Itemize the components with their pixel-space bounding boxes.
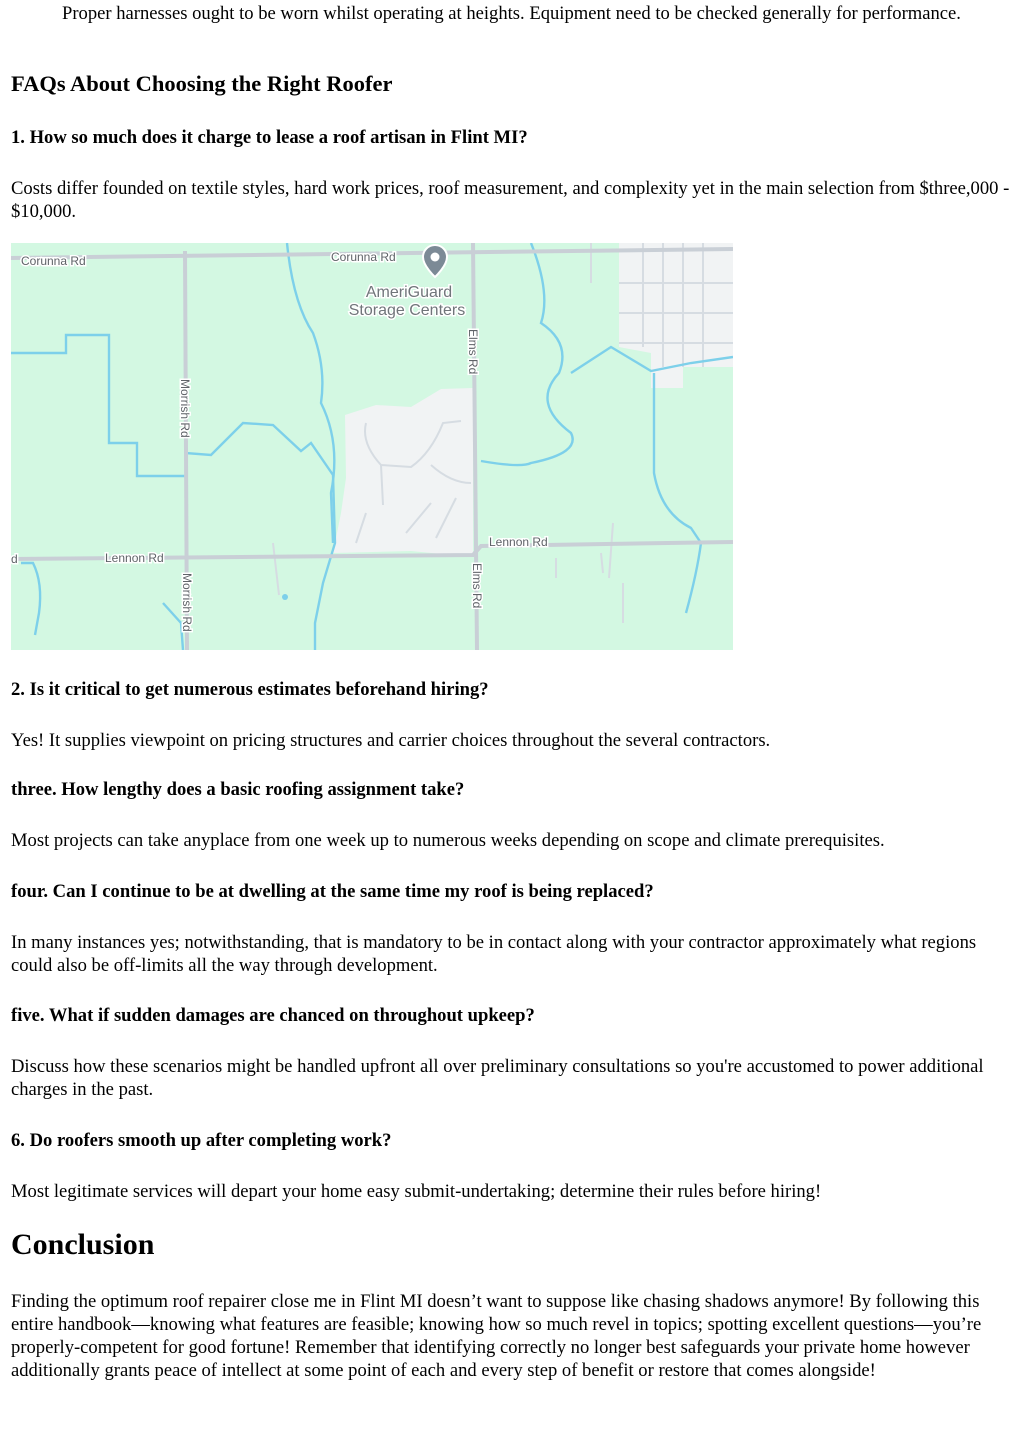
faq-answer-1: Costs differ founded on textile styles, hard work prices, roof measurement, and complexity yet in the main selection from $three,000 - $10,000. (11, 178, 1010, 222)
faq-answer-2: Yes! It supplies viewpoint on pricing structures and carrier choices throughout the several contractors. (11, 730, 771, 751)
map-place-name-line1: AmeriGuard (365, 284, 453, 301)
faq-question-4: four. Can I continue to be at dwelling at the same time my roof is being replaced? (11, 881, 654, 902)
map-label-corunna-center: Corunna Rd (331, 250, 396, 264)
faq-answer-5: Discuss how these scenarios might be handled upfront all over preliminary consultations so you're accustomed to power additional charges in the past. (11, 1056, 984, 1100)
faq-answer-6: Most legitimate services will depart your home easy submit-undertaking; determine their rules before hiring! (11, 1181, 822, 1202)
faq-question-2: 2. Is it critical to get numerous estimates beforehand hiring? (11, 679, 489, 700)
map-label-lennon-right: Lennon Rd (489, 535, 548, 549)
faq-question-5: five. What if sudden damages are chanced on throughout upkeep? (11, 1005, 535, 1026)
faq-heading: FAQs About Choosing the Right Roofer (11, 71, 393, 96)
intro-paragraph: Proper harnesses ought to be worn whilst operating at heights. Equipment need to be checked generally for performance. (62, 3, 961, 24)
map-label-lennon-left: Lennon Rd (105, 551, 164, 565)
map-label-morrish-upper: Morrish Rd (178, 379, 192, 438)
map-label-elms-lower: Elms Rd (470, 563, 484, 609)
map-label-corunna-left: Corunna Rd (21, 254, 86, 268)
map-urban-area (333, 388, 473, 557)
faq-question-1: 1. How so much does it charge to lease a roof artisan in Flint MI? (11, 127, 528, 148)
faq-answer-4: In many instances yes; notwithstanding, that is mandatory to be in contact along with your contractor approximately what regions could also be off-limits all the way through development. (11, 932, 977, 976)
faq-question-6: 6. Do roofers smooth up after completing work? (11, 1130, 392, 1151)
faq-question-3: three. How lengthy does a basic roofing assignment take? (11, 779, 465, 800)
faq-answer-3: Most projects can take anyplace from one week up to numerous weeks depending on scope and climate prerequisites. (11, 830, 885, 851)
map-label-elms-upper: Elms Rd (466, 329, 480, 375)
map-label-morrish-lower: Morrish Rd (180, 573, 194, 632)
map-place-name-line2: Storage Centers (348, 302, 466, 319)
map-label-lennon-edge: d (11, 552, 18, 566)
conclusion-heading: Conclusion (11, 1228, 155, 1261)
location-map[interactable] (11, 243, 733, 650)
conclusion-paragraph: Finding the optimum roof repairer close me in Flint MI doesn’t want to suppose like chasing shadows anymore! By following this entire handbook—knowing what features are feasible; knowing how so much revel in topics; spotting excellent questions—you’re properly-competent for good fortune! Remember that identifying correctly no longer best safeguards your private home however additionally grants peace of intellect at some point of each and every step of benefit or restore that comes alongside! (11, 1291, 982, 1381)
